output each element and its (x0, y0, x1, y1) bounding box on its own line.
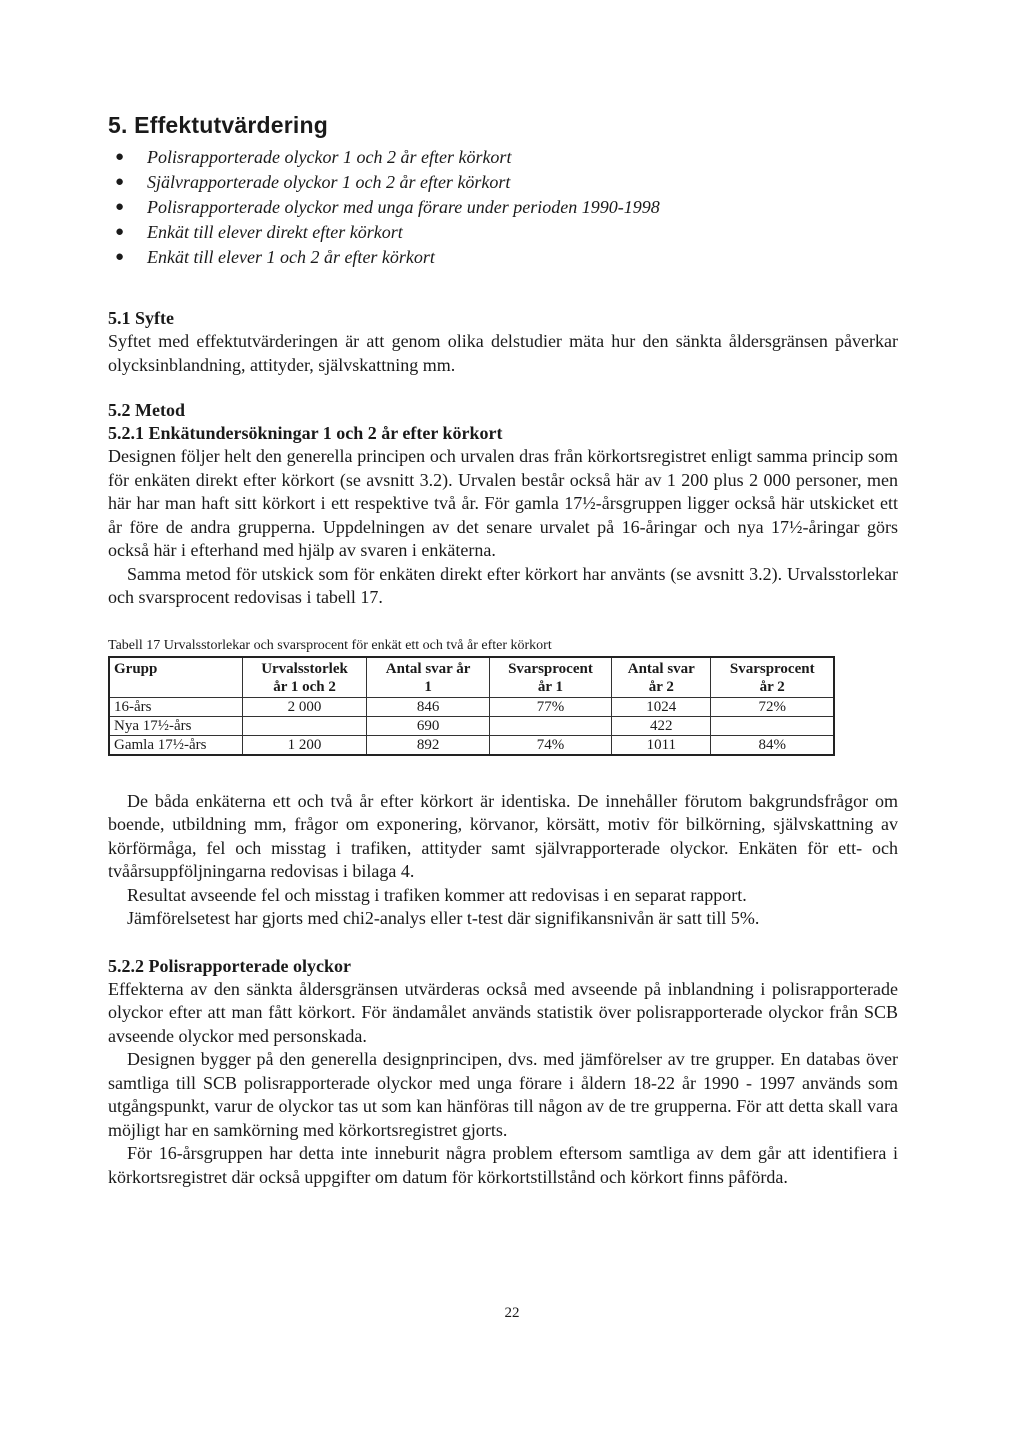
bullet-icon: ● (115, 149, 125, 165)
table-cell: 77% (489, 697, 611, 716)
table-cell: 2 000 (242, 697, 367, 716)
table-row (109, 716, 834, 735)
table-cell: 16-års (109, 697, 242, 716)
bullet-icon: ● (115, 224, 125, 240)
response-table (108, 656, 835, 756)
polis-paragraph: Designen bygger på den generella designprincipen, dvs. med jämförelser av tre grupper. En databas över samtliga till SCB polisrapporterade olyckor med unga förare i åldern 18-22 år 1990 - 1997 används som utgångspunkt, varur de olyckor tas ut som kan hänföras till någon av de tre grupperna. För att detta skall vara möjligt har en samkörning med körkortsregistret gjorts. (108, 1049, 898, 1140)
enkat-heading: 5.2.1 Enkätundersökningar 1 och 2 år efter körkort (108, 423, 503, 443)
header-antal-svar-1: Antal svar år 1 (367, 657, 489, 698)
bullet-item: ● Enkät till elever 1 och 2 år efter körkort (115, 245, 898, 270)
header-antal-svar-2: Antal svar år 2 (612, 657, 711, 698)
bullet-item: ● Polisrapporterade olyckor med unga förare under perioden 1990-1998 (115, 195, 898, 220)
table-cell: 690 (367, 716, 489, 735)
polis-paragraph: Effekterna av den sänkta åldersgränsen utvärderas också med avseende på inblandning i polisrapporterade olyckor efter att man fått körkort. För ändamålet används statistik över polisrapporterade olyckor från SCB avseende olyckor med personskada. (108, 978, 898, 1046)
table-cell: 846 (367, 697, 489, 716)
page-number: 22 (504, 1305, 520, 1321)
table-cell: 1024 (612, 697, 711, 716)
polis-paragraph: För 16-årsgruppen har detta inte inneburit några problem eftersom samtliga av dem går att identifiera i körkortsregistret där också uppgifter om datum för körkortstillstånd och körkort finns påförda. (108, 1143, 898, 1187)
bullet-icon: ● (115, 174, 125, 190)
header-svarsprocent-1: Svarsprocent år 1 (489, 657, 611, 698)
table-cell: 74% (489, 735, 611, 755)
metod-paragraph: Designen följer helt den generella principen och urvalen dras från körkortsregistret enligt samma princip som för enkäten direkt efter körkort (se avsnitt 3.2). Urvalen består också här av 1 200 plus 2 000 personer, men här har man haft sitt körkort i ett respektive två år. För gamla 17½-årsgruppen ligger också här utskicket ett år före de andra grupperna. Uppdelningen av det senare urvalet på 16-åringar och nya 17½-åringar görs också här i efterhand med hjälp av svaren i enkäterna. (108, 446, 898, 560)
document-page (108, 112, 898, 1189)
bullet-item: ● Enkät till elever direkt efter körkort (115, 220, 898, 245)
enkat-paragraph: Jämförelsetest har gjorts med chi2-analys eller t-test där signifikansnivån är satt till 5%. (127, 908, 760, 928)
table-header-row (109, 657, 834, 698)
syfte-text: Syftet med effektutvärderingen är att genom olika delstudier mäta hur den sänkta åldersgränsen påverkar olycksinblandning, attityder, självskattning mm. (108, 331, 898, 375)
syfte-heading: 5.1 Syfte (108, 308, 174, 328)
header-urvalsstorlek: Urvalsstorlek år 1 och 2 (242, 657, 367, 698)
header-svarsprocent-2: Svarsprocent år 2 (711, 657, 834, 698)
section-title: 5. Effektutvärdering (108, 112, 328, 138)
table-cell: Gamla 17½-års (109, 735, 242, 755)
metod-heading: 5.2 Metod (108, 400, 185, 420)
table-cell: Nya 17½-års (109, 716, 242, 735)
table-cell: 84% (711, 735, 834, 755)
table-cell (242, 716, 367, 735)
bullet-icon: ● (115, 199, 125, 215)
metod-paragraph: Samma metod för utskick som för enkäten direkt efter körkort har använts (se avsnitt 3.2). Urvalsstorlekar och svarsprocent redovisas i tabell 17. (108, 563, 898, 607)
table-cell: 892 (367, 735, 489, 755)
table-cell (711, 716, 834, 735)
table-caption: Tabell 17 Urvalsstorlekar och svarsprocent för enkät ett och två år efter körkort (108, 637, 552, 653)
polis-heading: 5.2.2 Polisrapporterade olyckor (108, 955, 351, 976)
bullet-list (108, 145, 898, 270)
header-grupp: Grupp (109, 657, 242, 698)
enkat-paragraph: Resultat avseende fel och misstag i trafiken kommer att redovisas i en separat rapport. (127, 884, 747, 905)
table-cell: 422 (612, 716, 711, 735)
bullet-item: ● Självrapporterade olyckor 1 och 2 år efter körkort (115, 170, 898, 195)
table-row (109, 735, 834, 755)
bullet-item: ● Polisrapporterade olyckor 1 och 2 år efter körkort (115, 145, 898, 170)
table-cell (489, 716, 611, 735)
table-cell: 1011 (612, 735, 711, 755)
table-cell: 72% (711, 697, 834, 716)
table-row (109, 697, 834, 716)
bullet-icon: ● (115, 249, 125, 265)
enkat-paragraph: De båda enkäterna ett och två år efter körkort är identiska. De innehåller förutom bakgrundsfrågor om boende, utbildning mm, frågor om exponering, körvanor, körsätt, motiv för bilkörning, självskattning av körförmåga, fel och misstag i trafiken, attityder samt självrapporterade olyckor. Enkäten för ett- och tvåårsuppföljningarna redovisas i bilaga 4. (108, 790, 898, 881)
table-cell: 1 200 (242, 735, 367, 755)
